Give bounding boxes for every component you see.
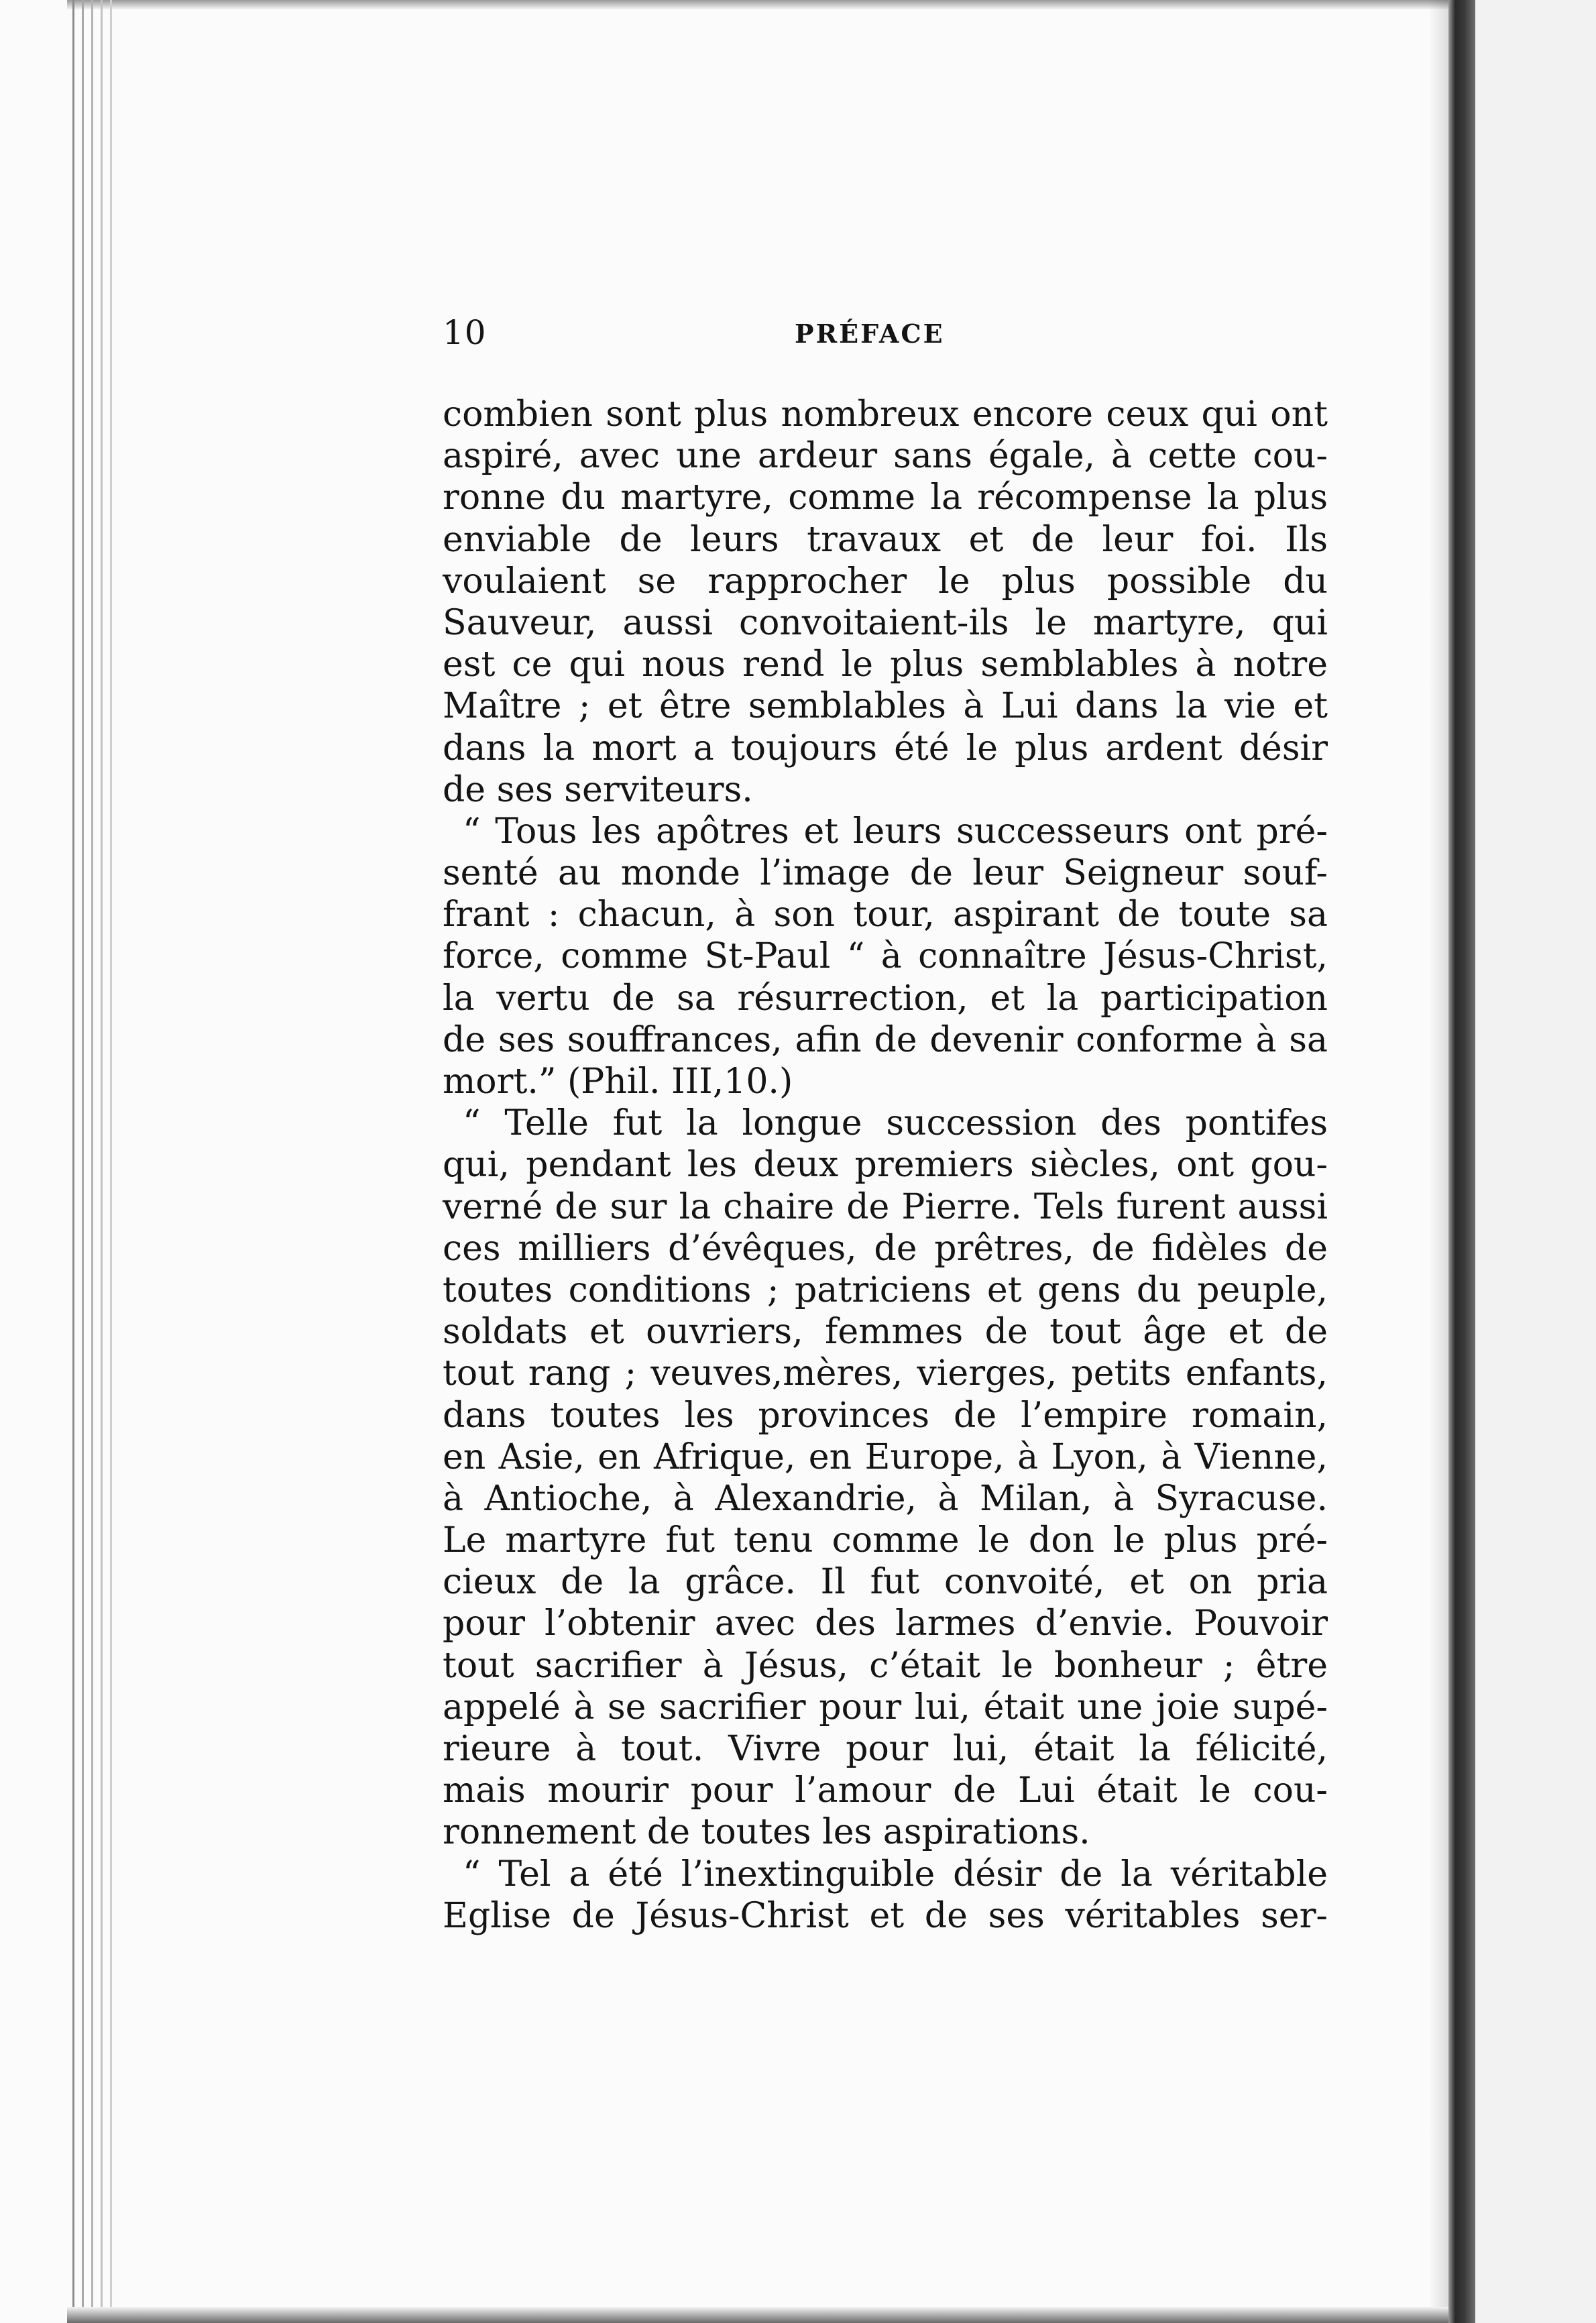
text-line: senté au monde l’image de leur Seigneur souf-: [443, 853, 1328, 894]
text-line: cieux de la grâce. Il fut convoité, et on pria: [443, 1562, 1328, 1603]
text-line: dans la mort a toujours été le plus ardent désir: [443, 728, 1328, 769]
text-line: ces milliers d’évêques, de prêtres, de fidèles de: [443, 1228, 1328, 1269]
text-line: la vertu de sa résurrection, et la participation: [443, 978, 1328, 1019]
text-line: force, comme St-Paul “ à connaître Jésus-Christ,: [443, 936, 1328, 977]
text-line: qui, pendant les deux premiers siècles, ont gou-: [443, 1145, 1328, 1186]
text-line: mais mourir pour l’amour de Lui était le cou-: [443, 1770, 1328, 1811]
text-line: pour l’obtenir avec des larmes d’envie. Pouvoir: [443, 1603, 1328, 1644]
text-line: tout rang ; veuves,mères, vierges, petits enfants,: [443, 1353, 1328, 1394]
top-page-edge: [67, 0, 1448, 9]
text-line: aspiré, avec une ardeur sans égale, à cette cou-: [443, 436, 1328, 477]
running-head: [443, 305, 1328, 365]
text-line: enviable de leurs travaux et de leur foi. Ils: [443, 519, 1328, 560]
page-edge-line: [110, 0, 112, 2323]
facing-page-edge: [1475, 0, 1596, 2323]
text-line: verné de sur la chaire de Pierre. Tels furent aussi: [443, 1186, 1328, 1227]
text-line: “ Tel a été l’inextinguible désir de la véritable: [463, 1854, 1328, 1894]
text-line: voulaient se rapprocher le plus possible du: [443, 561, 1328, 602]
page-number: 10: [443, 313, 487, 352]
page-edge-line: [91, 0, 93, 2323]
text-line: de ses serviteurs.: [443, 769, 753, 810]
text-line: rieure à tout. Vivre pour lui, était la félicité,: [443, 1729, 1328, 1769]
bottom-page-edge: [67, 2307, 1448, 2323]
text-line: dans toutes les provinces de l’empire romain,: [443, 1395, 1328, 1436]
running-title: PRÉFACE: [795, 319, 945, 349]
page-edge-line: [82, 0, 84, 2323]
text-line: est ce qui nous rend le plus semblables à notre: [443, 644, 1328, 685]
page-edge-line: [72, 0, 74, 2323]
text-line: “ Telle fut la longue succession des pontifes: [463, 1103, 1328, 1144]
text-line: mort.” (Phil. III,10.): [443, 1062, 793, 1102]
text-line: soldats et ouvriers, femmes de tout âge et de: [443, 1312, 1328, 1353]
text-line: de ses souffrances, afin de devenir conforme à sa: [443, 1019, 1328, 1060]
text-line: en Asie, en Afrique, en Europe, à Lyon, à Vienne,: [443, 1436, 1328, 1477]
text-line: combien sont plus nombreux encore ceux qui ont: [443, 394, 1328, 435]
text-line: ronnement de toutes les aspirations.: [443, 1812, 1090, 1853]
text-line: frant : chacun, à son tour, aspirant de toute sa: [443, 895, 1328, 936]
binding-gutter: [1448, 0, 1475, 2323]
page-edge-line: [101, 0, 103, 2323]
text-line: ronne du martyre, comme la récompense la plus: [443, 477, 1328, 518]
text-block: [443, 305, 1328, 1937]
gutter-shadow: [1428, 0, 1448, 2323]
text-line: Eglise de Jésus-Christ et de ses véritables ser-: [443, 1895, 1328, 1936]
text-line: Sauveur, aussi convoitaient-ils le martyre, qui: [443, 602, 1328, 643]
text-line: Le martyre fut tenu comme le don le plus pré-: [443, 1520, 1328, 1561]
body-text: [443, 394, 1328, 1937]
text-line: à Antioche, à Alexandrie, à Milan, à Syracuse.: [443, 1478, 1328, 1519]
text-line: Maître ; et être semblables à Lui dans la vie et: [443, 686, 1328, 727]
text-line: “ Tous les apôtres et leurs successeurs ont pré-: [463, 811, 1328, 852]
text-line: toutes conditions ; patriciens et gens du peuple,: [443, 1269, 1328, 1310]
text-line: appelé à se sacrifier pour lui, était une joie supé-: [443, 1687, 1328, 1727]
text-line: tout sacrifier à Jésus, c’était le bonheur ; être: [443, 1645, 1328, 1686]
